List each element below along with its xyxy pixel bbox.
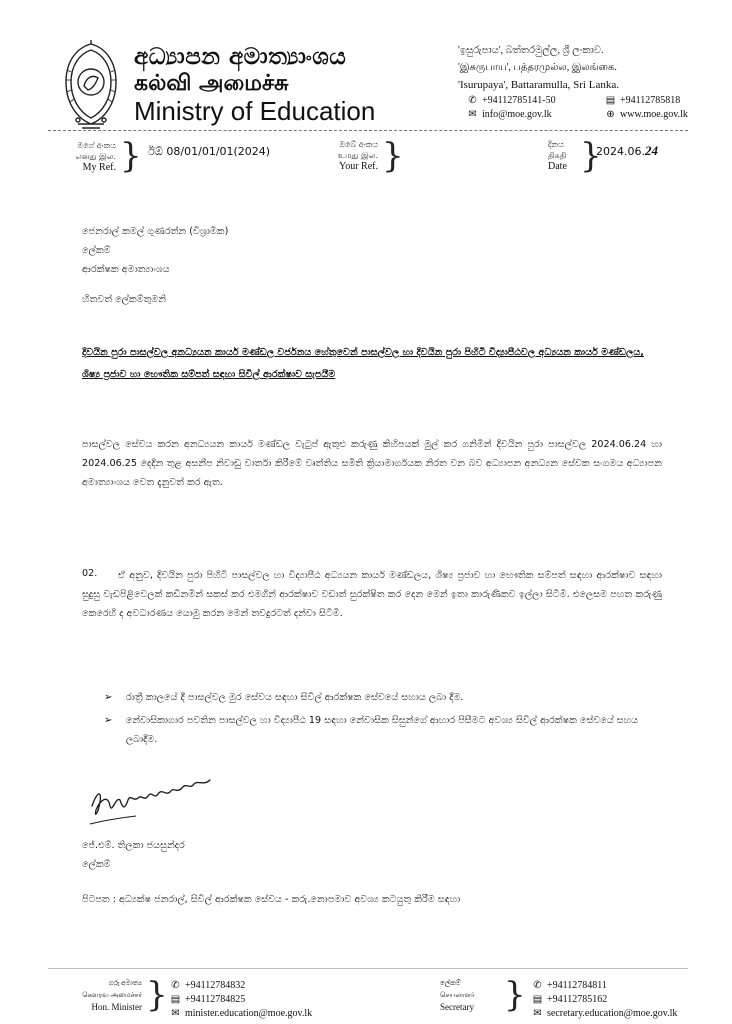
signatory-block (82, 836, 185, 874)
my-ref-label-sinhala: මගේ අංකය (77, 141, 116, 150)
web-address: www.moe.gov.lk (620, 109, 688, 120)
paragraph-2-number: 02. (82, 568, 98, 579)
date-printed: 2024.06. (596, 145, 645, 158)
web-contact (605, 109, 688, 120)
letter-subject: දිවයින පුරා පාසල්වල අනධ්‍යයන කාර්ය මණ්ඩල වර්ජනය හේතුවෙන් පාසල්වල හා දිවයින පුරා පිහිටි විද්‍යාපීඨවල අධ්‍යයන කාර්ය මණ්ඩලය, ශිෂ්‍ය ප්‍රජාව හා භෞතික සම්පත් සඳහා සිවිල් ආරක්ෂාව සැපයීම (82, 347, 644, 380)
arrow-bullet-icon: ➢ (104, 715, 113, 726)
minister-fax-row (170, 993, 312, 1007)
date-label-english: Date (548, 161, 567, 172)
addressee-title: ලේකම් (82, 245, 111, 256)
minister-label-english: Hon. Minister (91, 1002, 142, 1012)
addressee-ministry: ආරක්ෂක අමාත්‍යාංශය (82, 264, 170, 275)
fax-number: +94112785818 (620, 95, 681, 106)
date-label-sinhala: දිනය (548, 140, 564, 149)
my-ref-label (60, 140, 116, 173)
email-icon: ✉ (171, 1008, 180, 1019)
addressee-name: ජෙනරාල් කමල් ගුණරත්න (විශ්‍රාමික) (82, 226, 229, 237)
secretary-email-row (532, 1007, 677, 1021)
your-ref-label-english: Your Ref. (339, 161, 378, 172)
my-ref-label-english: My Ref. (82, 162, 116, 173)
bullet-list (104, 688, 662, 749)
secretary-fax-row (532, 993, 677, 1007)
minister-label-sinhala: ගරු අමාත්‍ය (108, 979, 142, 987)
paragraph-1: පාසල්වල සේවය කරන අනධ්‍යයන කාර්ය මණ්ඩල වැටුප් ඇතුළු කරුණු කිහිපයක් මුල් කර ගනිමින් දිවයින පුරා පාසල්වල 2024.06.24 හා 2024.06.25 දෙදින තුළ අසනීප නිවාඩු වාර්තා කිරීමේ වෘත්තිය සමිති ක්‍රියාමාර්ගයක නිරත වන බව අධ්‍යාපන අනධ්‍යන සේවක සංගමය අධ්‍යාපන අමාත්‍යාංශය වෙත දැනුවත් කර ඇත. (82, 439, 662, 488)
address-english: 'Isurupaya', Battaramulla, Sri Lanka. (458, 79, 619, 91)
bullet-item (104, 711, 662, 749)
fax-icon: ▤ (532, 994, 543, 1005)
date-brace: } (580, 136, 602, 176)
your-ref-label (322, 139, 378, 172)
minister-email-row (170, 1007, 312, 1021)
minister-phone-row (170, 979, 312, 993)
your-ref-brace: } (382, 136, 404, 176)
signatory-name: ජේ.එම්. තිලකා ජයසුන්දර (82, 840, 185, 851)
email-icon: ✉ (468, 109, 477, 120)
secretary-fax: +94112785162 (547, 994, 608, 1005)
bullet-text: රාත්‍රී කාලයේ දී පාසල්වල මුර සේවය සඳහා සිවිල් ආරක්ෂක සේවයේ සහාය ලබා දීම. (126, 692, 464, 703)
bullet-item (104, 688, 662, 707)
minister-contacts (170, 979, 312, 1021)
fax-icon: ▤ (605, 95, 616, 106)
minister-phone: +94112784832 (185, 980, 246, 991)
minister-label (52, 977, 142, 1013)
phone-number: +94112785141-50 (482, 95, 556, 106)
date-handwritten-day: 24 (644, 143, 658, 158)
header-divider (48, 130, 688, 131)
minister-fax: +94112784825 (185, 994, 246, 1005)
phone-icon: ✆ (533, 980, 542, 991)
signatory-title: ලේකම් (82, 859, 111, 870)
address-sinhala: 'ඉසුරුපාය', බත්තරමුල්ල, ශ්‍රී ලංකාව. (458, 45, 604, 56)
address-tamil: 'இசுருபாய', பத்தரமுல்ல, இலங்கை. (458, 62, 617, 73)
addressee-block (82, 222, 228, 279)
secretary-email: secretary.education@moe.gov.lk (547, 1008, 678, 1019)
ministry-name-english: Ministry of Education (134, 96, 376, 126)
phone-icon: ✆ (468, 95, 477, 106)
secretary-phone: +94112784811 (547, 980, 607, 991)
your-ref-label-tamil: உமது இல. (337, 151, 378, 160)
ministry-name-tamil: கல்வி அமைச்சு (134, 71, 289, 96)
copy-line: පිටපත : අධ්‍යක්ෂ ජනරාල්, සිවිල් ආරක්ෂක සේවය - කරු.නොපමාව අවශ්‍ය කටයුතු කිරීම සඳහා (82, 894, 461, 905)
my-ref-brace: } (120, 136, 142, 176)
salutation: හිතවත් ලේකම්තුමනි (82, 294, 167, 305)
minister-email: minister.education@moe.gov.lk (185, 1008, 313, 1019)
phone-icon: ✆ (171, 980, 180, 991)
date-value (596, 143, 658, 159)
secretary-label-tamil: செயலாளர் (440, 991, 475, 999)
email-icon: ✉ (533, 1008, 542, 1019)
globe-icon: ⊕ (606, 109, 615, 120)
secretary-contacts (532, 979, 677, 1021)
your-ref-label-sinhala: ඔබේ අංකය (339, 140, 378, 149)
fax-icon: ▤ (170, 994, 181, 1005)
my-ref-value: ඊඕ 08/01/01/01(2024) (148, 145, 271, 158)
minister-brace: } (146, 975, 168, 1015)
date-label-tamil: திகதி (548, 151, 567, 160)
secretary-phone-row (532, 979, 677, 993)
fax-contact (605, 95, 680, 106)
ministry-name-sinhala: අධ්‍යාපන අමාත්‍යාංශය (134, 44, 347, 70)
secretary-label (440, 977, 500, 1013)
secretary-brace: } (504, 975, 526, 1015)
email-contact (467, 109, 552, 120)
secretary-label-english: Secretary (440, 1002, 474, 1012)
arrow-bullet-icon: ➢ (104, 692, 113, 703)
phone-contact (467, 95, 556, 106)
minister-label-tamil: கௌரவ அமைச்சர் (82, 991, 142, 999)
email-address: info@moe.gov.lk (482, 109, 552, 120)
handwritten-signature (86, 766, 226, 826)
secretary-label-sinhala: ලේකම් (440, 979, 461, 987)
paragraph-2: ඒ අනුව, දිවයින පුරා පිහිටි පාසල්වල හා විද්‍යාපීඨ අධ්‍යයන කාර්ය මණ්ඩලය, ශිෂ්‍ය ප්‍රජාව හා භෞතික සම්පත් සඳහා ආරක්ෂාව සඳහා සුදුසු වැඩපිළිවෙලක් කඩිනමින් සකස් කර එමගින් ආරක්ෂාව වඩාත් සුරක්ෂිත කර දෙන මෙන් ඉතා කාරුණිකව ඉල්ලා සිටිමි. එලෙසම පහත කරුණු කෙරෙහි ද අවධාරණය යොමු කරන මෙන් තවදුරටත් දන්වා සිටිමි. (82, 570, 662, 619)
footer-divider (48, 968, 688, 969)
date-label (548, 139, 584, 172)
my-ref-label-tamil: எனது இல. (75, 152, 116, 161)
sri-lanka-emblem-logo (58, 40, 124, 130)
bullet-text: නේවාසිකාගාර පවතින පාසල්වල හා විද්‍යාපීඨ 19 සඳහා නේවාසික සිසුන්ගේ ආහාර පිසීමට අවශ්‍ය සිවිල් ආරක්ෂක සේවයේ සහය ලබාදීම. (125, 715, 639, 745)
